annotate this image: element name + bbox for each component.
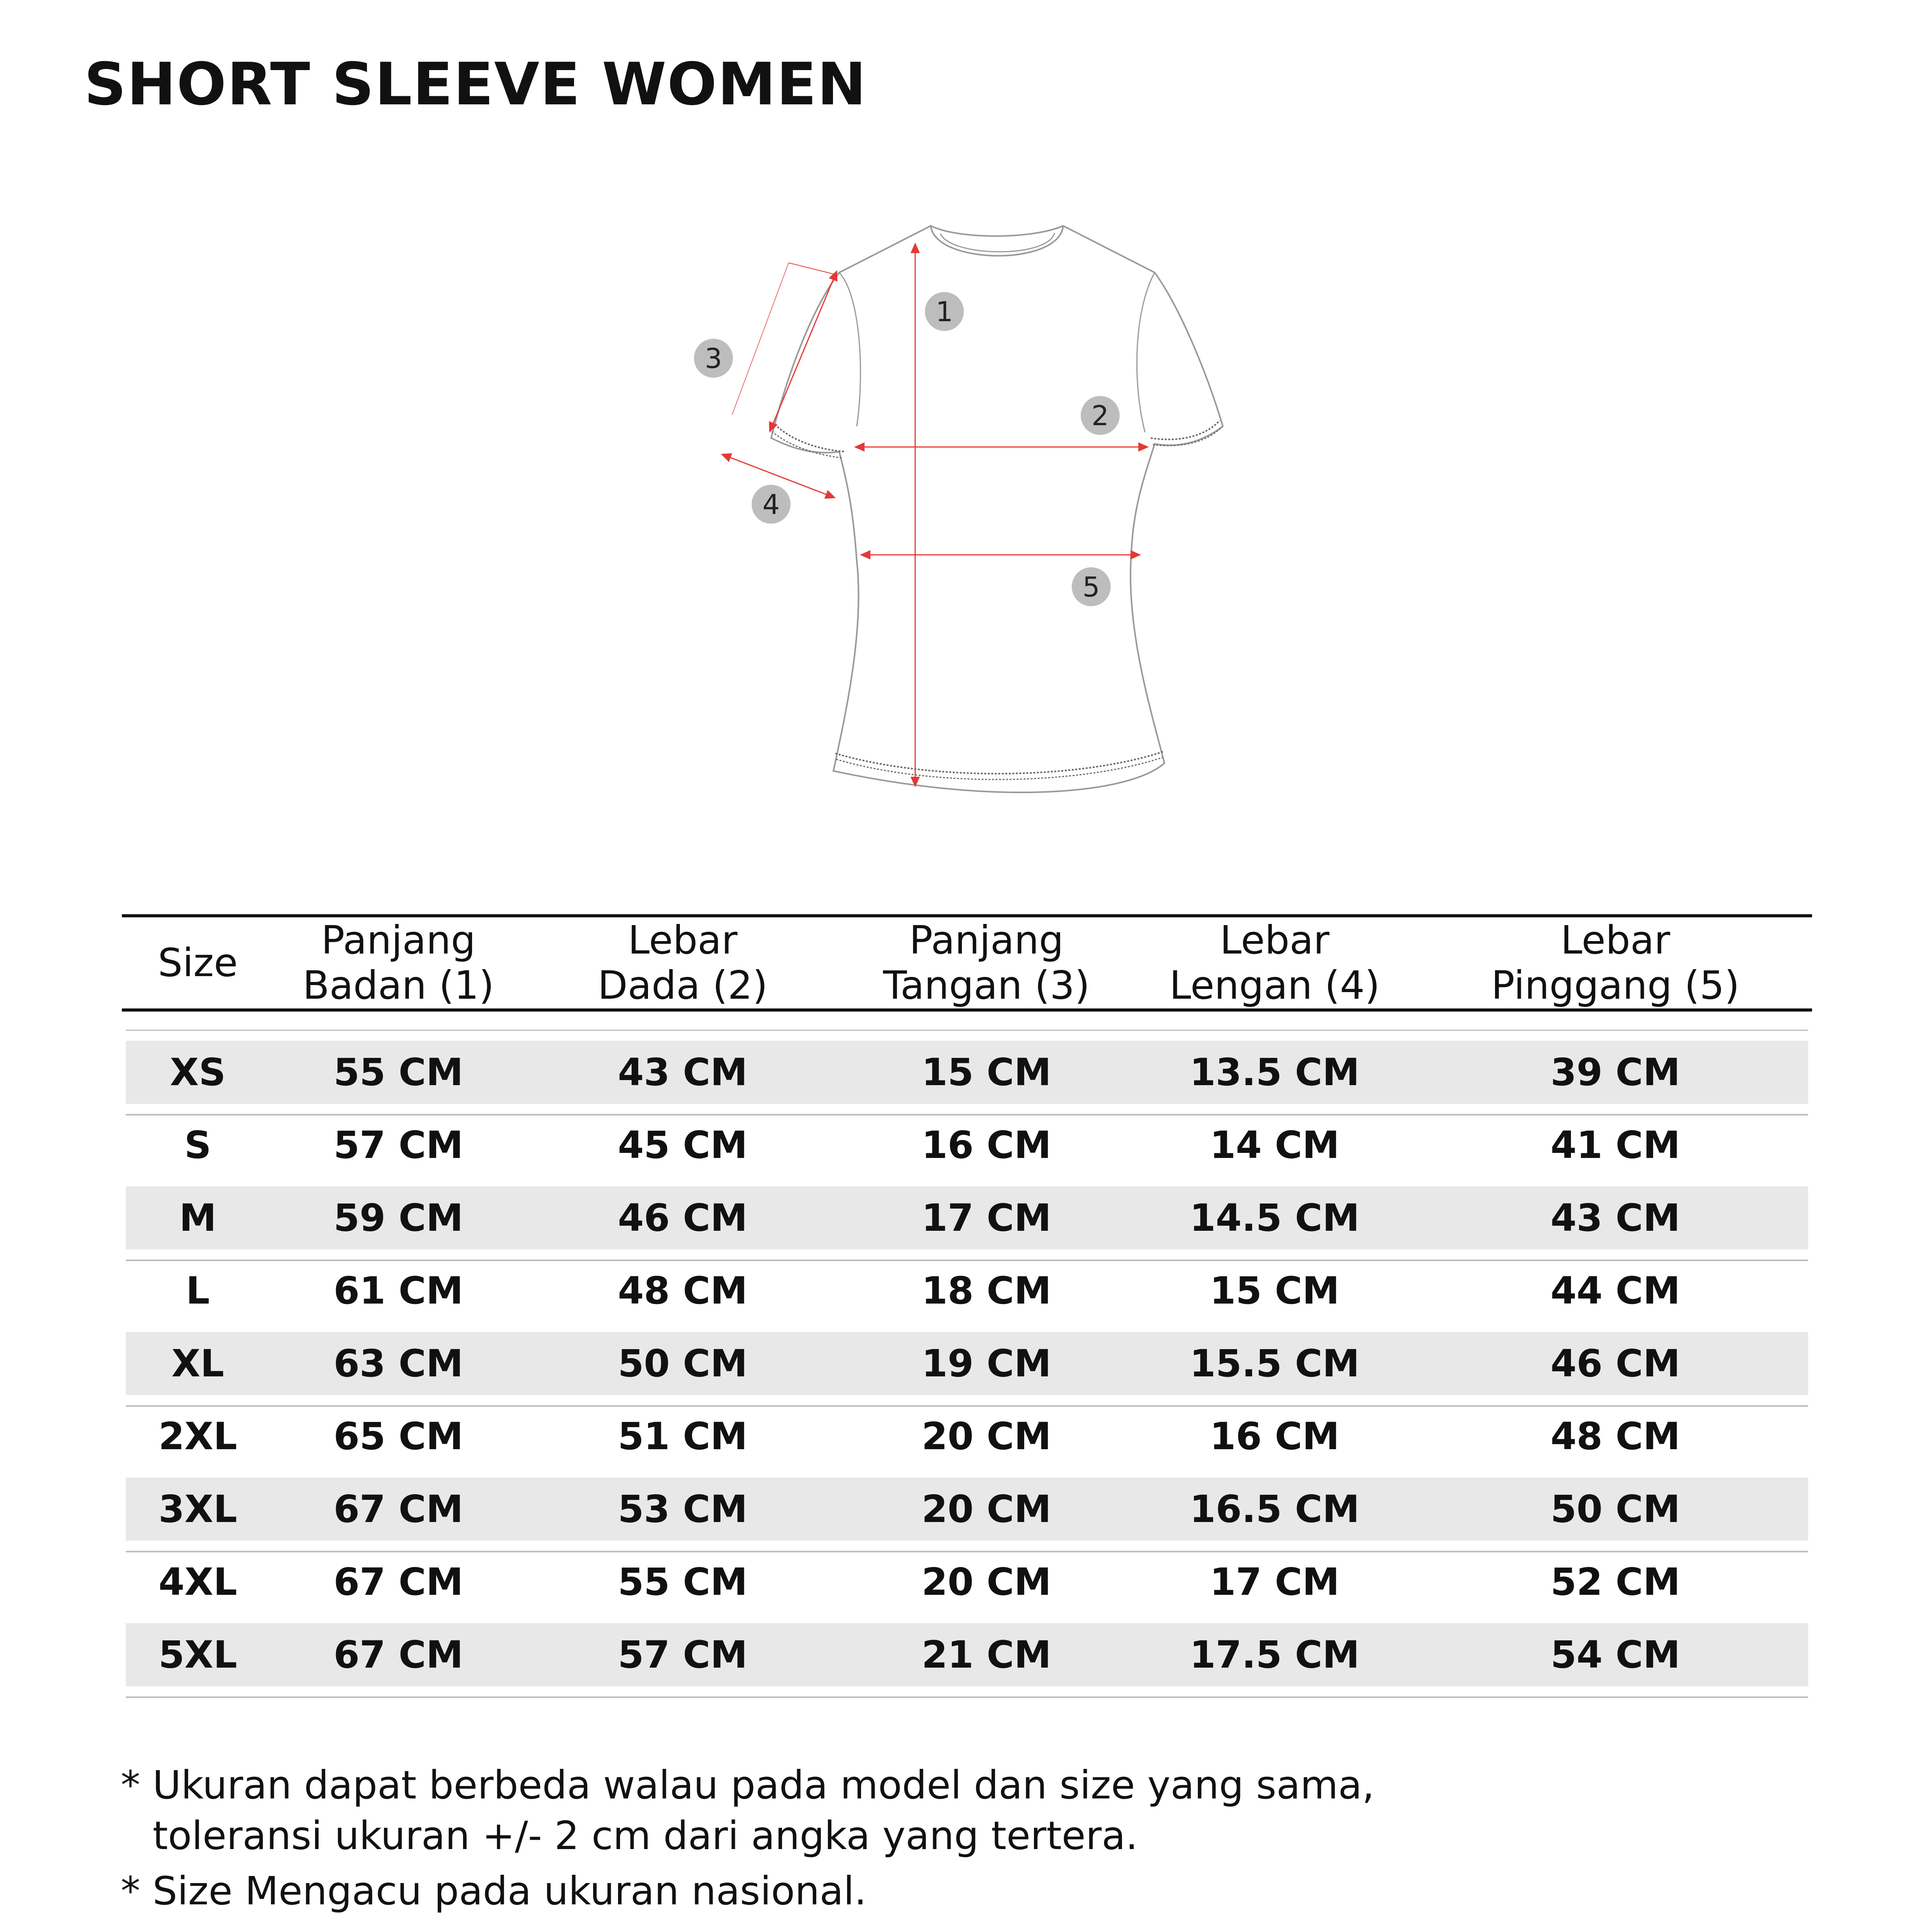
- note-national-size: * Size Mengacu pada ukuran nasional.: [121, 1868, 867, 1914]
- cell-lebar-pinggang: 41 CM: [1550, 1123, 1680, 1167]
- cell-lebar-lengan: 14.5 CM: [1189, 1196, 1360, 1240]
- cell-size: M: [179, 1196, 217, 1240]
- cell-panjang-badan: 65 CM: [333, 1415, 463, 1458]
- cell-panjang-tangan: 20 CM: [921, 1487, 1051, 1531]
- cell-lebar-lengan: 14 CM: [1210, 1123, 1340, 1167]
- table-top-rule: [122, 914, 1812, 917]
- cell-panjang-tangan: 21 CM: [921, 1633, 1051, 1677]
- cell-lebar-pinggang: 43 CM: [1550, 1196, 1680, 1240]
- cell-lebar-pinggang: 46 CM: [1550, 1342, 1680, 1385]
- cell-panjang-badan: 61 CM: [333, 1269, 463, 1313]
- table-row: [126, 1332, 1808, 1395]
- table-row: [126, 1259, 1808, 1322]
- shirt-outline: [771, 226, 1223, 792]
- header-lebar-lengan: Lebar Lengan (4): [1169, 917, 1380, 1008]
- table-header-row: [122, 917, 1812, 1008]
- cell-lebar-lengan: 17.5 CM: [1189, 1633, 1360, 1677]
- cell-lebar-dada: 55 CM: [618, 1560, 748, 1604]
- note-tolerance: * Ukuran dapat berbeda walau pada model dan size yang sama,: [121, 1762, 1375, 1808]
- cell-size: 2XL: [159, 1415, 237, 1458]
- table-row: [126, 1550, 1808, 1614]
- cell-size: 5XL: [159, 1633, 237, 1677]
- cell-panjang-badan: 59 CM: [333, 1196, 463, 1240]
- cell-lebar-pinggang: 39 CM: [1550, 1050, 1680, 1094]
- cell-panjang-badan: 67 CM: [333, 1487, 463, 1531]
- cell-lebar-pinggang: 48 CM: [1550, 1415, 1680, 1458]
- marker-5-label: 5: [1082, 571, 1100, 603]
- marker-3: [694, 339, 733, 378]
- cell-panjang-tangan: 19 CM: [921, 1342, 1051, 1385]
- cell-lebar-dada: 50 CM: [618, 1342, 748, 1385]
- cell-lebar-dada: 43 CM: [618, 1050, 748, 1094]
- cell-panjang-badan: 67 CM: [333, 1633, 463, 1677]
- cell-lebar-pinggang: 44 CM: [1550, 1269, 1680, 1313]
- cell-panjang-tangan: 17 CM: [921, 1196, 1051, 1240]
- header-lebar-pinggang: Lebar Pinggang (5): [1491, 917, 1740, 1008]
- cell-size: XL: [171, 1342, 224, 1385]
- marker-2-label: 2: [1091, 400, 1109, 432]
- header-panjang-tangan: Panjang Tangan (3): [883, 917, 1090, 1008]
- cell-lebar-lengan: 17 CM: [1210, 1560, 1340, 1604]
- cell-lebar-pinggang: 52 CM: [1550, 1560, 1680, 1604]
- tshirt-measurement-diagram: [662, 210, 1285, 818]
- table-row: [126, 1186, 1808, 1249]
- footnotes: [121, 1760, 1374, 1916]
- table-row: [126, 1114, 1808, 1177]
- table-row: [126, 1623, 1808, 1686]
- table-row: [126, 1478, 1808, 1541]
- cell-lebar-lengan: 15 CM: [1210, 1269, 1340, 1313]
- marker-5: [1072, 567, 1111, 606]
- cell-lebar-dada: 45 CM: [618, 1123, 748, 1167]
- marker-3-label: 3: [704, 343, 722, 375]
- cell-size: L: [186, 1269, 210, 1313]
- cell-panjang-badan: 63 CM: [333, 1342, 463, 1385]
- cell-lebar-dada: 51 CM: [618, 1415, 748, 1458]
- table-body-top-rule: [126, 1029, 1808, 1031]
- row-separator: [126, 1696, 1808, 1698]
- table-row: [126, 1405, 1808, 1468]
- cell-lebar-pinggang: 50 CM: [1550, 1487, 1680, 1531]
- header-panjang-badan: Panjang Badan (1): [303, 917, 494, 1008]
- cell-panjang-tangan: 15 CM: [921, 1050, 1051, 1094]
- header-size: Size: [158, 940, 238, 985]
- table-header-rule: [122, 1008, 1812, 1012]
- cell-lebar-dada: 46 CM: [618, 1196, 748, 1240]
- cell-panjang-tangan: 20 CM: [921, 1560, 1051, 1604]
- cell-lebar-lengan: 13.5 CM: [1189, 1050, 1360, 1094]
- cell-size: 3XL: [159, 1487, 237, 1531]
- cell-size: S: [184, 1123, 211, 1167]
- table-row: [126, 1041, 1808, 1104]
- marker-4: [752, 485, 791, 524]
- marker-1: [925, 292, 964, 331]
- cell-lebar-dada: 53 CM: [618, 1487, 748, 1531]
- marker-2: [1081, 396, 1120, 435]
- cell-panjang-tangan: 20 CM: [921, 1415, 1051, 1458]
- marker-4-label: 4: [762, 489, 780, 521]
- cell-panjang-tangan: 16 CM: [921, 1123, 1051, 1167]
- cell-lebar-dada: 48 CM: [618, 1269, 748, 1313]
- cell-lebar-lengan: 16 CM: [1210, 1415, 1340, 1458]
- cell-lebar-dada: 57 CM: [618, 1633, 748, 1677]
- header-lebar-dada: Lebar Dada (2): [597, 917, 768, 1008]
- cell-lebar-lengan: 16.5 CM: [1189, 1487, 1360, 1531]
- cell-panjang-badan: 67 CM: [333, 1560, 463, 1604]
- cell-panjang-badan: 57 CM: [333, 1123, 463, 1167]
- cell-size: 4XL: [159, 1560, 237, 1604]
- tshirt-illustration: [662, 210, 1285, 818]
- cell-panjang-tangan: 18 CM: [921, 1269, 1051, 1313]
- marker-1-label: 1: [935, 296, 953, 328]
- cell-lebar-pinggang: 54 CM: [1550, 1633, 1680, 1677]
- cell-size: XS: [170, 1050, 226, 1094]
- note-tolerance-continued: toleransi ukuran +/- 2 cm dari angka yang tertera.: [153, 1813, 1138, 1858]
- cell-panjang-badan: 55 CM: [333, 1050, 463, 1094]
- page-title: SHORT SLEEVE WOMEN: [84, 51, 867, 118]
- cell-lebar-lengan: 15.5 CM: [1189, 1342, 1360, 1385]
